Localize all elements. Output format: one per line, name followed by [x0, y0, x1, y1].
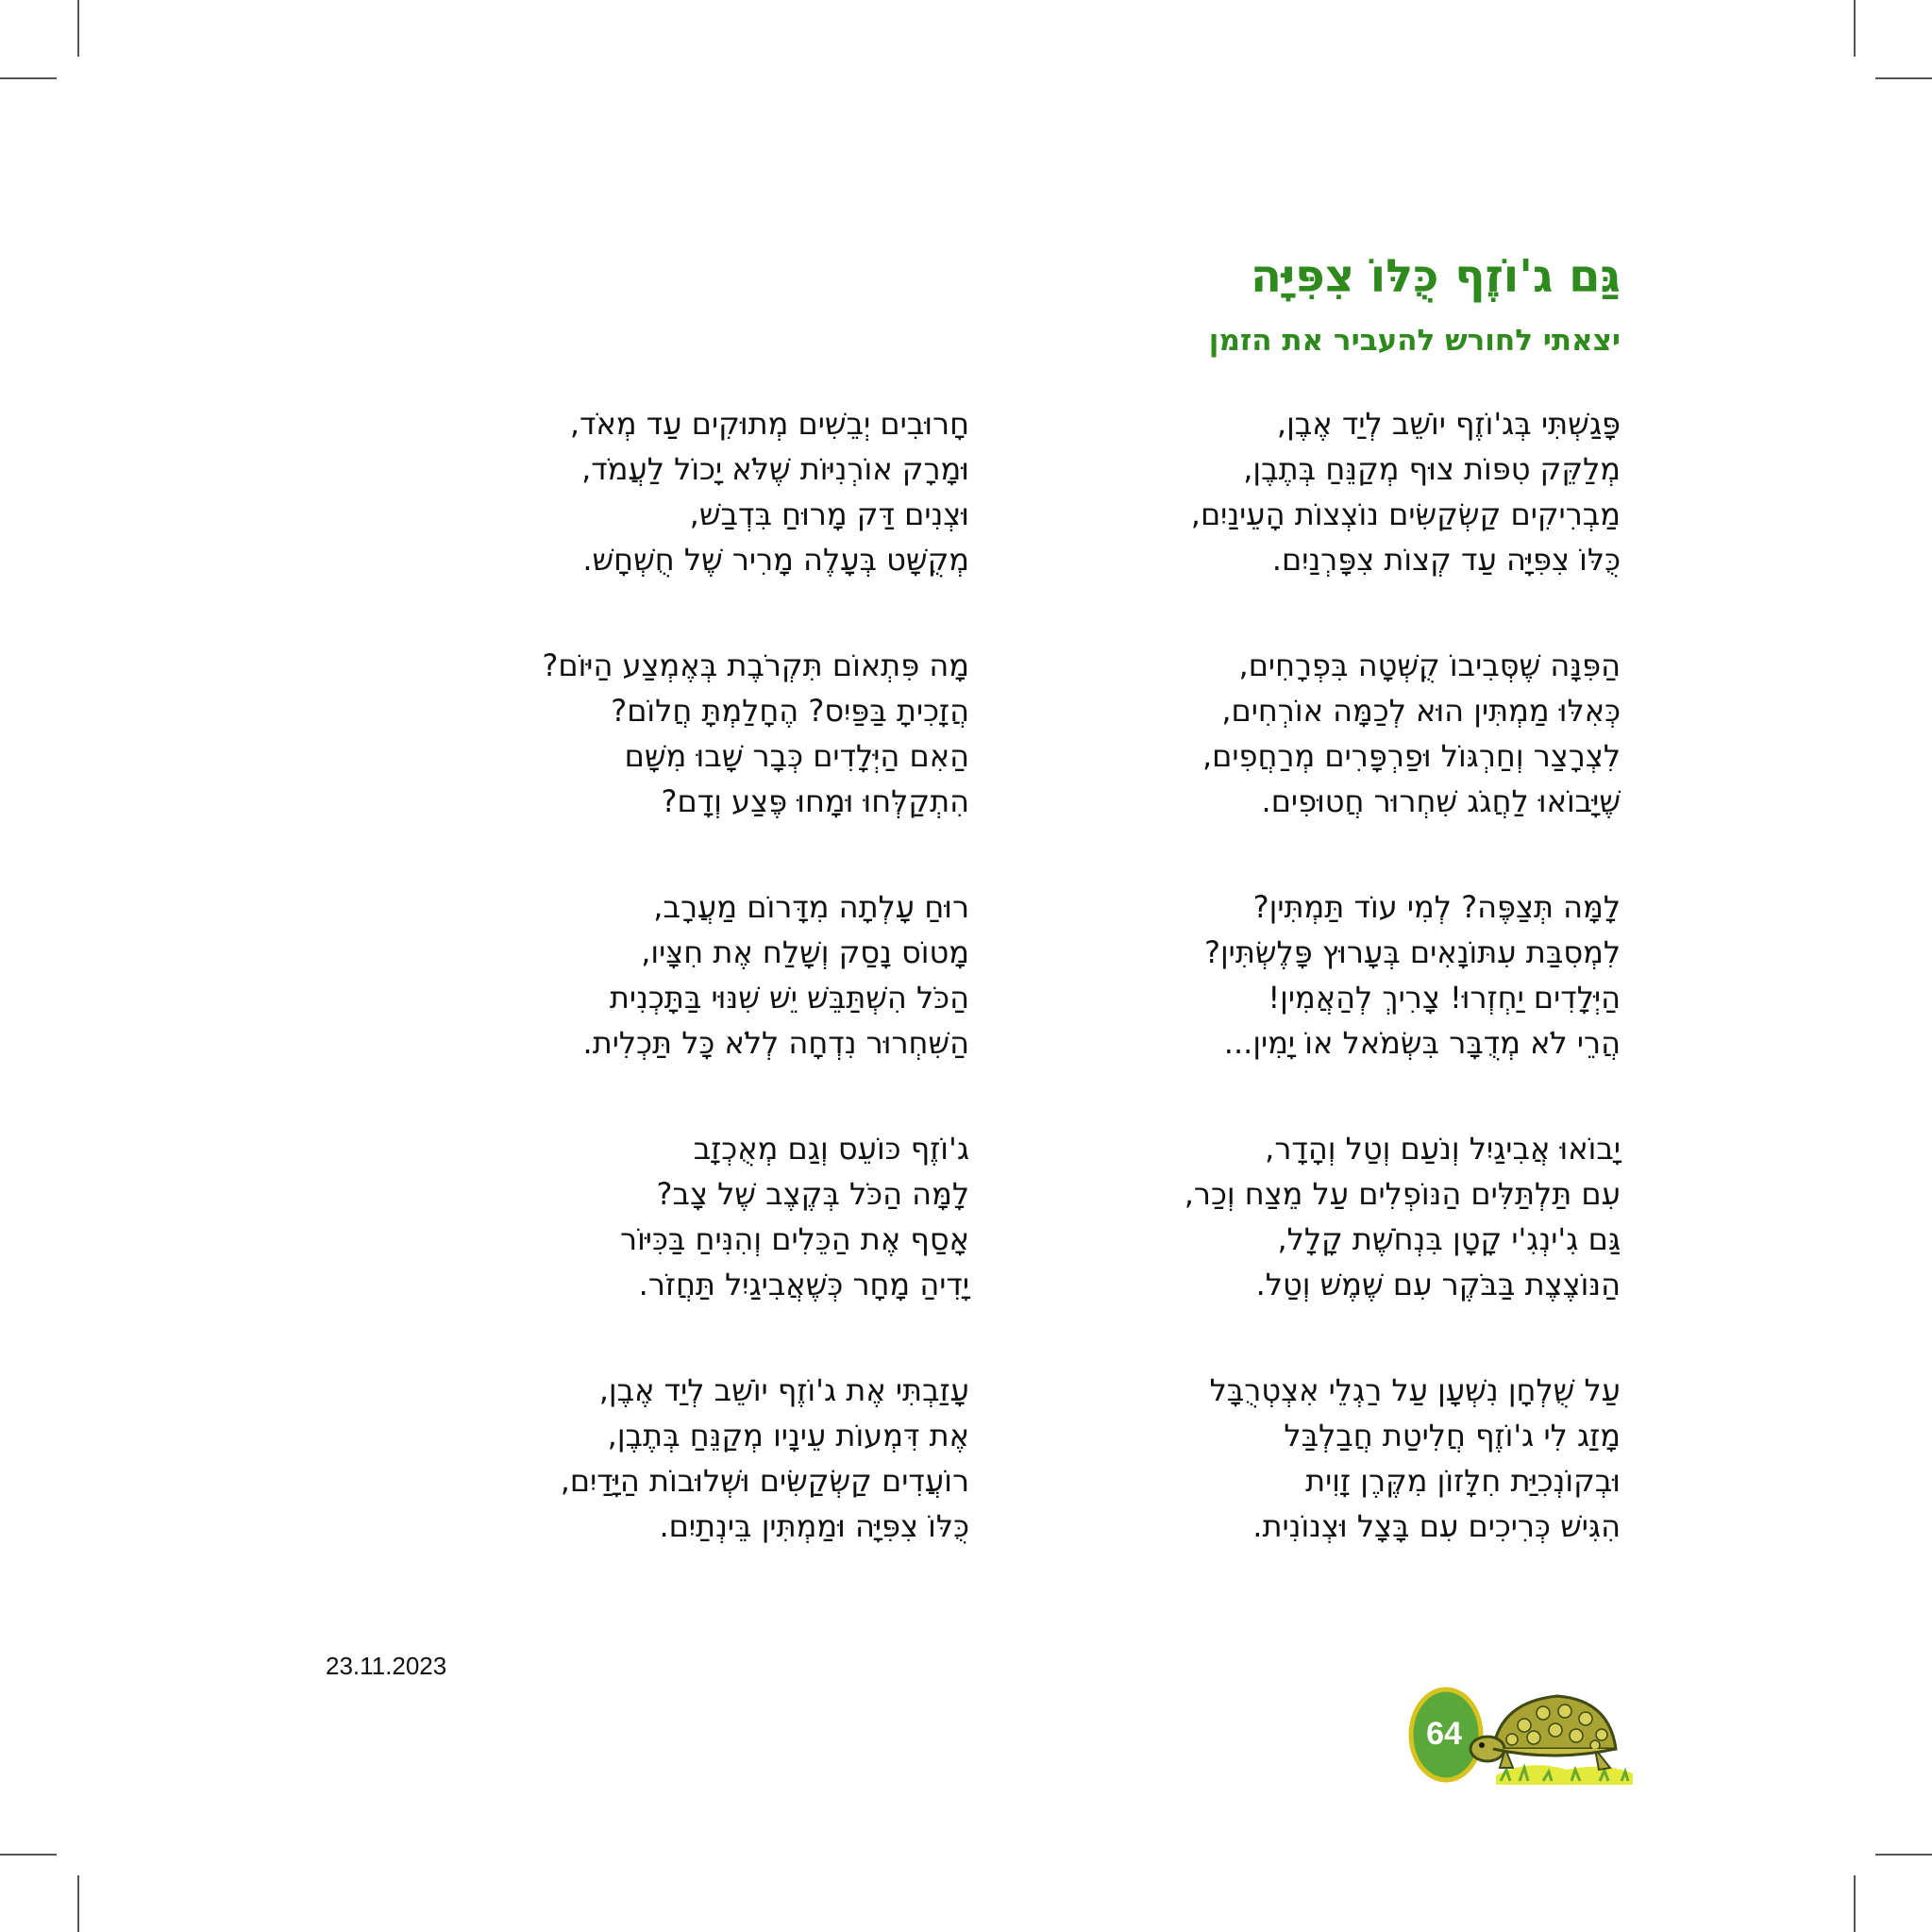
crop-mark [1875, 1854, 1932, 1856]
poem-line: מָה פִּתְאוֹם תִּקְרֹבֶת בְּאֶמְצַע הַיּוֹם? [542, 647, 969, 683]
poem-line: מְקֻשָּׁט בְּעָלֶה מָרִיר שֶׁל חֻשְׁחָשׁ. [582, 542, 969, 578]
page-number: 64 [1426, 1716, 1462, 1752]
poem-line: וּצְנִים דַּק מָרוּחַ בִּדְבַשׁ, [689, 496, 969, 532]
poem-line: מָטוֹס נָסַק וְשָׁלַח אֶת חִצָּיו, [641, 934, 969, 970]
poem-line: וּבְקוֹנְכִיַּת חִלָּזוֹן מִקֶּרֶן זָוִית [1305, 1463, 1621, 1499]
poem-line: שֶׁיָּבוֹאוּ לַחֲגֹג שִׁחְרוּר חֲטוּפִים. [1261, 783, 1621, 819]
poem-line: לָמָּה הַכֹּל בְּקֶצֶב שֶׁל צָב? [656, 1176, 969, 1212]
stanza [441, 401, 969, 582]
poem-line: הַכֹּל הִשְׁתַּבֵּשׁ יֵשׁ שִׁנּוּי בַּתָּכְנִית [609, 980, 969, 1016]
stanza [1092, 643, 1621, 824]
poem-line: הַשִּׁחְרוּר נִדְחָה לְלֹא כָּל תַּכְלִית. [582, 1025, 969, 1061]
poem-line: מְלַקֵּק טִפּוֹת צוּף מְקַנֵּחַ בְּתֶבֶן, [1243, 451, 1621, 487]
poem-line: כְּאִלּוּ מַמְתִּין הוּא לְכַמָּה אוֹרְחִים, [1221, 693, 1621, 729]
poem-line: גַּם גִ'ינְגִ'י קָטָן בִּנְחֹשֶׁת קָלָל, [1277, 1221, 1621, 1257]
poem-line: הַיְּלָדִים יַחְזְרוּ! צָרִיךְ לְהַאֲמִין! [1268, 980, 1621, 1016]
poem-line: פָּגַשְׁתִּי בְּג'וֹזֶף יוֹשֵׁב לְיַד אֶבֶן, [1276, 406, 1621, 442]
poem-title: גַּם ג'וֹזֶף כֻּלּוֹ צִפִּיָּה [1251, 250, 1621, 303]
poem-line: מָזַג לִי ג'וֹזֶף חֲלִיטַת חֲבַלְבַּל [1284, 1418, 1621, 1453]
poem-line: הַפִּנָּה שֶׁסְּבִיבוֹ קֻשְּׁטָה בִּפְרָחִים, [1238, 647, 1621, 683]
poem-line: עָזַבְתִּי אֶת ג'וֹזֶף יוֹשֵׁב לְיַד אֶבֶן, [598, 1372, 969, 1408]
poem-line: אֶת דִּמְעוֹת עֵינָיו מְקַנֵּחַ בְּתֶבֶן, [607, 1418, 969, 1453]
stanza [1092, 884, 1621, 1066]
poem-line: רוּחַ עָלְתָה מִדָּרוֹם מַעֲרָב, [653, 889, 969, 925]
stanza [1092, 401, 1621, 582]
poem-line: חָרוּבִים יְבֵשִׁים מְתוּקִים עַד מְאֹד, [569, 406, 969, 442]
poem-line: כֻּלּוֹ צִפִּיָּה וּמַמְתִּין בֵּינְתַיִם. [659, 1508, 969, 1544]
crop-mark [1854, 0, 1856, 57]
poem-column-left [441, 401, 969, 1549]
poem-line: רוֹעֲדִים קַשְׂקַשִּׂים וּשְׁלוּבוֹת הַיָּדַיִם, [560, 1463, 969, 1499]
crop-mark [1854, 1875, 1856, 1932]
poem-line: הַאִם הַיְּלָדִים כְּבָר שָׁבוּ מִשָּׁם [624, 738, 969, 774]
poem-line: כֻּלּוֹ צִפִּיָּה עַד קְצוֹת צִפָּרְנַיִם. [1271, 542, 1621, 578]
poem-line: עִם תַּלְתַּלִּים הַנּוֹפְלִים עַל מֵצַח וְכַר, [1184, 1176, 1621, 1212]
crop-mark [0, 77, 57, 79]
poem-line: לִמְסִבַּת עִתּוֹנָאִים בְּעָרוּץ פָּלֶשְׂתִּין? [1203, 934, 1621, 970]
poem-column-right [1092, 401, 1621, 1549]
poem-line: הֲרֵי לֹא מְדֻבָּר בִּשְׂמֹאל אוֹ יָמִין... [1223, 1025, 1621, 1061]
date-stamp: 23.11.2023 [326, 1652, 447, 1680]
stanza [441, 1126, 969, 1307]
stanza [1092, 1126, 1621, 1307]
poem-line: הִתְקַלְּחוּ וּמָחוּ פֶּצַע וְדָם? [661, 783, 969, 819]
poem-line: אָסַף אֶת הַכֵּלִים וְהִנִּיחַ בַּכִּיּוֹר [620, 1221, 969, 1257]
poem-line: לִצְרָצַר וְחַרְגּוֹל וּפַרְפָּרִים מְרַחֲפִים, [1201, 738, 1621, 774]
poem-line: וּמָרָק אוֹרְנִיּוֹת שֶׁלֹּא יָכוֹל לַעֲמֹד, [581, 451, 969, 487]
crop-mark [77, 1875, 79, 1932]
crop-mark [0, 1854, 57, 1856]
poem-line: הִגִּישׁ כְּרִיכִים עִם בָּצָל וּצְנוֹנִית. [1252, 1508, 1621, 1544]
poem-line: לָמָּה תְּצַפֶּה? לְמִי עוֹד תַּמְתִּין? [1252, 889, 1621, 925]
crop-mark [77, 0, 79, 57]
poem-line: יָבוֹאוּ אֲבִיגַיִל וְנֹעַם וְטַל וְהָדָר, [1265, 1131, 1621, 1167]
poem-line: מַבְרִיקִים קַשְׂקַשִּׂים נוֹצְצוֹת הָעֵינַיִם, [1190, 496, 1621, 532]
stanza [441, 643, 969, 824]
poem-line: הֲזָכִיתָ בַּפַּיִס? הֶחָלַמְתָּ חֲלוֹם? [611, 693, 969, 729]
stanza [441, 884, 969, 1066]
crop-mark [1875, 77, 1932, 79]
poem-line: יָדִיהַ מָחָר כְּשֶׁאֲבִיגַיִל תַּחֲזֹר. [638, 1267, 969, 1302]
poem-line: הַנּוֹצֶצֶת בַּבֹּקֶר עִם שֶׁמֶשׁ וְטַל. [1255, 1267, 1621, 1302]
stanza [1092, 1368, 1621, 1549]
poem-subtitle: יצאתי לחורש להעביר את הזמן [1208, 324, 1621, 358]
poem-line: עַל שֻׁלְחָן נִשְׁעָן עַל רַגְלֵי אִצְטְרֻבָּל [1209, 1372, 1621, 1408]
poem-line: ג'וֹזֶף כּוֹעֵס וְגַם מְאֻכְזָב [693, 1131, 969, 1167]
stanza [441, 1368, 969, 1549]
